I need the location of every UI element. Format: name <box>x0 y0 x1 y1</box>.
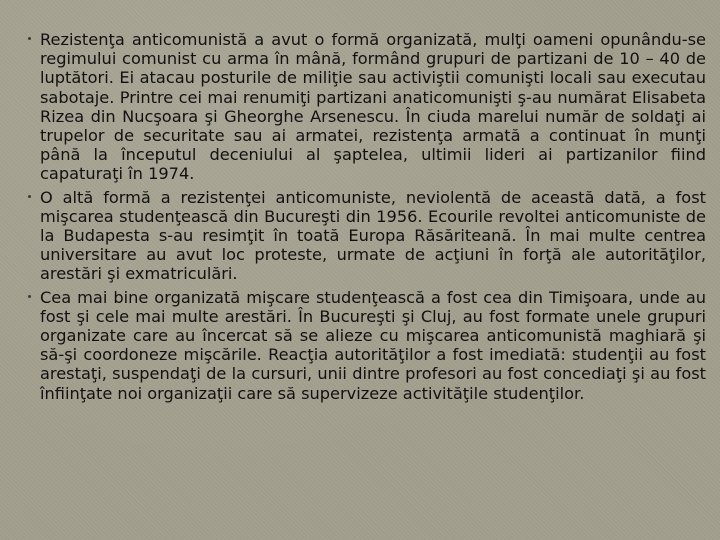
bullet-dot-icon <box>28 195 31 198</box>
bullet-dot-icon <box>28 295 31 298</box>
bullet-text: Cea mai bine organizată mişcare studenţească a fost cea din Timişoara, unde au fost şi cele mai multe arestări. În Bucureşti şi Cluj, au fost formate unele grupuri organizate care au încercat să se alieze cu mişcarea anticomunistă maghiară şi să-şi coordoneze mişcările. Reacţia autorităţilor a fost imediată: studenţii au fost arestaţi, suspendaţi de la cursuri, unii dintre profesori au fost concediaţi şi au fost înfiinţate noi organizaţii care să supervizeze activităţile studenţilor. <box>40 287 706 403</box>
bullet-item <box>40 30 706 184</box>
bullet-dot-icon <box>28 37 31 40</box>
bullet-list <box>40 30 706 407</box>
bullet-text: Rezistenţa anticomunistă a avut o formă organizată, mulţi oameni opunându-se regimului comunist cu arma în mână, formând grupuri de partizani de 10 – 40 de luptători. Ei atacau posturile de miliţie sau activiştii comunişti locali sau executau sabotaje. Printre cei mai renumiţi partizani anaticomunişti ş-au numărat Elisabeta Rizea din Nucşoara şi Gheorghe Arsenescu. În ciuda marelui număr de soldaţi ai trupelor de securitate sau ai armatei, rezistenţa armată a continuat în munţi până la începutul deceniului al şaptelea, ultimii lideri ai partizanilor fiind capaturaţi în 1974. <box>40 30 706 184</box>
bullet-text: O altă formă a rezistenţei anticomuniste, neviolentă de această dată, a fost mişcarea studenţească din Bucureşti din 1956. Ecourile revoltei anticomuniste de la Budapesta s-au resimţit în toată Europa Răsăriteană. În mai multe centrea universitare au avut loc proteste, urmate de acţiuni în forţă ale autorităţilor, arestări şi exmatriculări. <box>40 187 706 284</box>
bullet-item <box>40 288 706 403</box>
bullet-item <box>40 188 706 284</box>
